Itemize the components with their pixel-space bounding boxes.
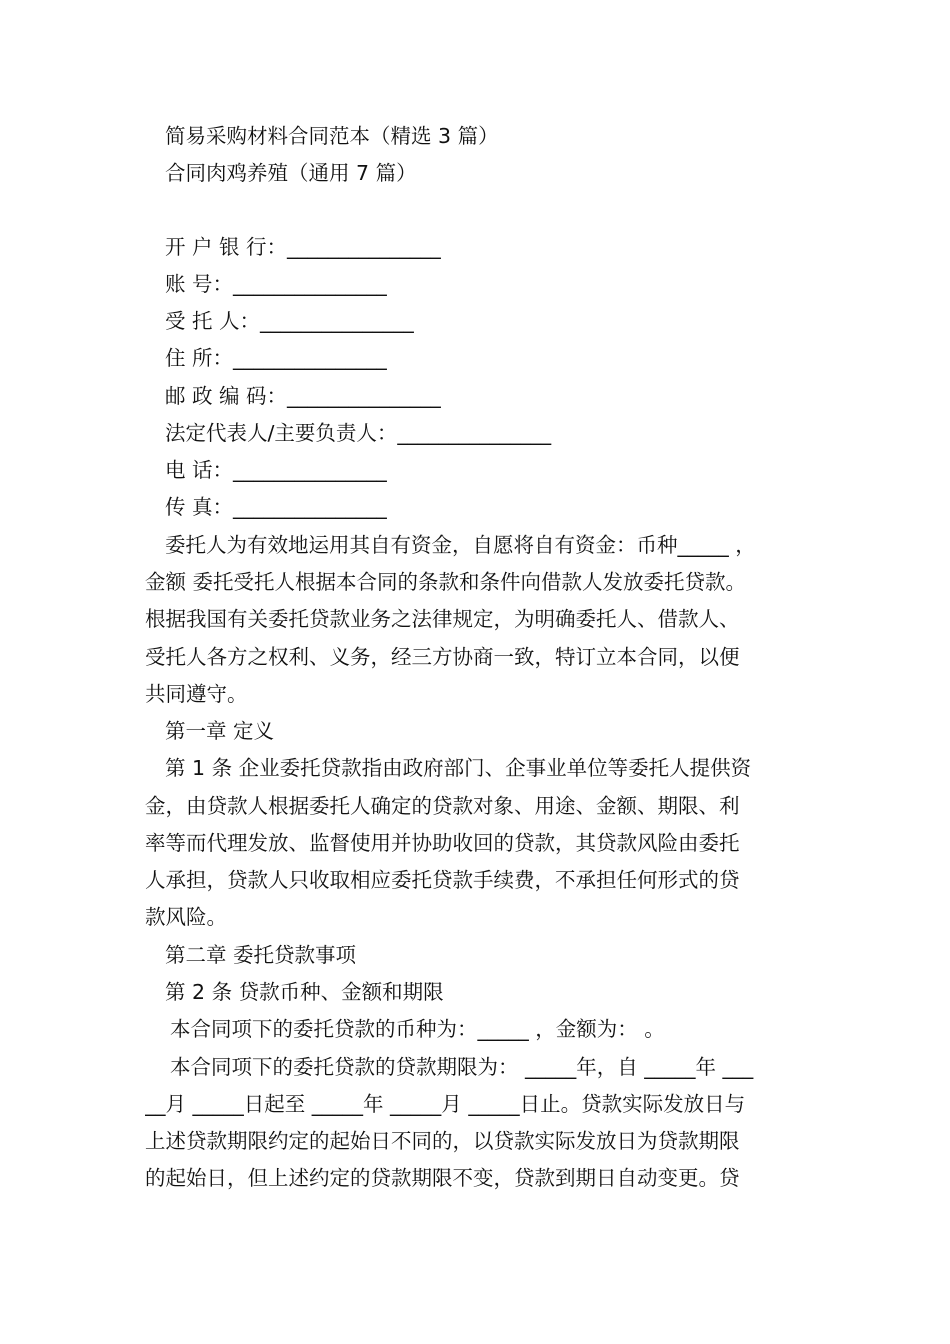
preamble-line: 共同遵守。 xyxy=(145,682,248,706)
field-fax: 传 真：_______________ xyxy=(165,495,387,519)
article-line: 金，由贷款人根据委托人确定的贷款对象、用途、金额、期限、利 xyxy=(145,794,740,818)
article-line: 款风险。 xyxy=(145,905,227,929)
article-line: 率等而代理发放、监督使用并协助收回的贷款，其贷款风险由委托 xyxy=(145,831,740,855)
chapter-heading: 第二章 委托贷款事项 xyxy=(165,943,357,967)
preamble-line: 受托人各方之权利、义务，经三方协商一致，特订立本合同，以便 xyxy=(145,645,740,669)
article-line: 的起始日，但上述约定的贷款期限不变，贷款到期日自动变更。贷 xyxy=(145,1166,740,1190)
article-line: 本合同项下的委托贷款的贷款期限为： _____年，自 _____年 ___ xyxy=(170,1055,754,1079)
chapter-heading: 第一章 定义 xyxy=(165,719,275,743)
article-line: __月 _____日起至 _____年 _____月 _____日止。贷款实际发放日与 xyxy=(145,1092,746,1116)
field-phone: 电 话：_______________ xyxy=(165,458,387,482)
field-address: 住 所：_______________ xyxy=(165,346,387,370)
preamble-line: 根据我国有关委托贷款业务之法律规定，为明确委托人、借款人、 xyxy=(145,607,740,631)
preamble-line: 委托人为有效地运用其自有资金，自愿将自有资金：币种_____ ， xyxy=(165,533,756,557)
preamble-line: 金额 委托受托人根据本合同的条款和条件向借款人发放委托贷款。 xyxy=(145,570,747,594)
article-line: 第 1 条 企业委托贷款指由政府部门、企事业单位等委托人提供资 xyxy=(165,756,752,780)
article-line: 人承担，贷款人只收取相应委托贷款手续费，不承担任何形式的贷 xyxy=(145,868,740,892)
article-line: 本合同项下的委托贷款的币种为：_____ ，金额为： 。 xyxy=(170,1017,665,1041)
document-subtitle: 合同肉鸡养殖（通用 7 篇） xyxy=(165,161,417,185)
article-heading: 第 2 条 贷款币种、金额和期限 xyxy=(165,980,444,1004)
field-bank: 开 户 银 行：_______________ xyxy=(165,235,441,259)
field-account: 账 号：_______________ xyxy=(165,272,387,296)
field-legal-representative: 法定代表人/主要负责人：_______________ xyxy=(165,421,552,445)
article-line: 上述贷款期限约定的起始日不同的，以贷款实际发放日为贷款期限 xyxy=(145,1129,740,1153)
field-postcode: 邮 政 编 码：_______________ xyxy=(165,384,441,408)
field-trustee: 受 托 人：_______________ xyxy=(165,309,414,333)
document-title: 简易采购材料合同范本（精选 3 篇） xyxy=(165,124,499,148)
